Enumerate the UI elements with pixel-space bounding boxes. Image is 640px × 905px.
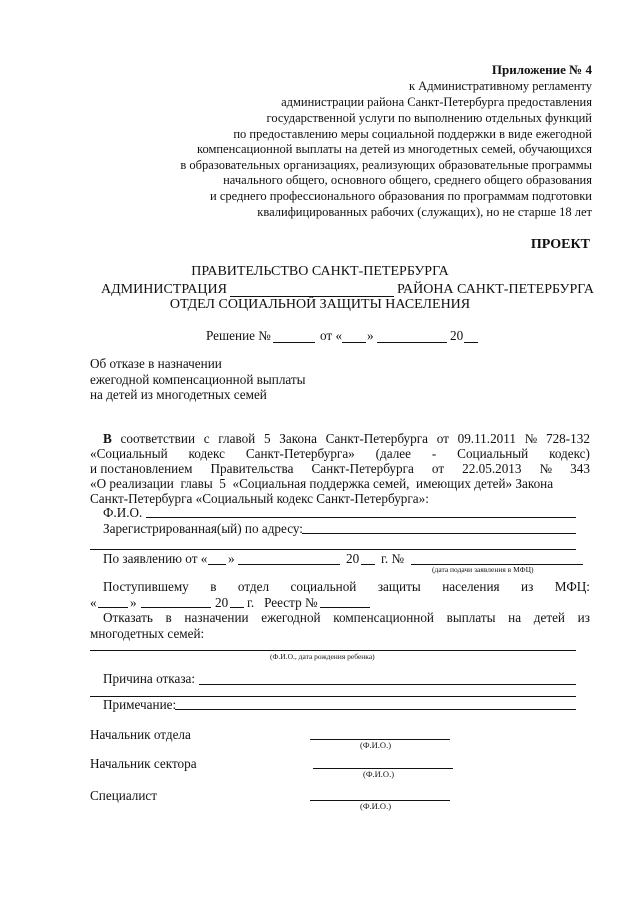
appendix-line: компенсационной выплаты на детей из многодетных семей, обучающихся [197, 142, 592, 156]
signature-role: Начальник отдела [90, 727, 191, 742]
reason-blank[interactable] [199, 684, 576, 685]
appendix-line: к Административному регламенту [408, 79, 592, 93]
decision-month-blank[interactable] [377, 342, 447, 343]
reason-label: Причина отказа: [103, 671, 196, 686]
appendix-line: по предоставлению меры социальной поддержки в виде ежегодной [233, 127, 592, 141]
decision-from: от « [320, 328, 343, 343]
application-date-note: (дата подачи заявления в МФЦ) [432, 565, 534, 574]
department-heading: ОТДЕЛ СОЦИАЛЬНОЙ ЗАЩИТЫ НАСЕЛЕНИЯ [169, 297, 471, 312]
received-day-blank[interactable] [98, 607, 128, 608]
body-line-5: Санкт-Петербурга «Социальный кодекс Санкт-Петербурга»: [90, 491, 429, 506]
application-day-blank[interactable] [208, 564, 226, 565]
child-blank[interactable] [90, 650, 576, 651]
body-line-2: «Социальный кодекс Санкт-Петербурга» (далее - Социальный кодекс) [90, 446, 590, 461]
application-year-blank[interactable] [361, 564, 375, 565]
received-quote-close: » [130, 595, 137, 610]
application-number-label: г. № [381, 551, 405, 566]
government-heading: ПРАВИТЕЛЬСТВО САНКТ-ПЕТЕРБУРГА [191, 264, 449, 279]
appendix-line: квалифицированных рабочих (служащих), но не старше 18 лет [257, 205, 592, 219]
administration-prefix: АДМИНИСТРАЦИЯ [101, 282, 227, 297]
child-note: (Ф.И.О., дата рождения ребенка) [270, 652, 375, 661]
appendix-line: государственной услуги по выполнению отдельных функций [266, 111, 592, 125]
remark-label: Примечание: [103, 697, 177, 712]
decision-day-blank[interactable] [342, 342, 366, 343]
address-label: Зарегистрированная(ый) по адресу: [103, 521, 303, 536]
subject-line: на детей из многодетных семей [90, 387, 267, 402]
body-line-3: и постановлением Правительства Санкт-Петербурга от 22.05.2013 № 343 [90, 461, 590, 476]
application-year: 20 [346, 551, 360, 566]
refuse-line: Отказать в назначении ежегодной компенсационной выплаты на детей из [103, 610, 590, 625]
application-month-blank[interactable] [238, 564, 340, 565]
received-quote-open: « [90, 595, 97, 610]
refuse-line-cont: многодетных семей: [90, 626, 205, 641]
signature-role: Специалист [90, 788, 158, 803]
body-line-4: «О реализации главы 5 «Социальная поддержка семей, имеющих детей» Закона [90, 476, 554, 491]
signature-fio: (Ф.И.О.) [360, 801, 392, 811]
appendix-line: в образовательных организациях, реализующих образовательные программы [180, 158, 592, 172]
decision-year: 20 [450, 328, 464, 343]
address-blank-2[interactable] [90, 549, 576, 550]
address-blank[interactable] [302, 533, 576, 534]
subject-line: Об отказе в назначении [90, 356, 222, 371]
received-line: Поступившему в отдел социальной защиты населения из МФЦ: [103, 579, 590, 594]
signature-role: Начальник сектора [90, 756, 197, 771]
decision-number-blank[interactable] [273, 342, 315, 343]
received-month-blank[interactable] [141, 607, 211, 608]
signature-fio: (Ф.И.О.) [360, 740, 392, 750]
remark-blank[interactable] [175, 709, 576, 710]
received-registry-blank[interactable] [320, 607, 370, 608]
received-registry-label: г. Реестр № [247, 595, 318, 610]
received-year-blank[interactable] [230, 607, 244, 608]
subject-line: ежегодной компенсационной выплаты [90, 372, 306, 387]
body-line-1: В соответствии с главой 5 Закона Санкт-Петербурга от 09.11.2011 № 728-132 [103, 431, 590, 446]
decision-quote-close: » [367, 328, 374, 343]
received-year: 20 [215, 595, 229, 610]
fio-label: Ф.И.О. [103, 505, 143, 520]
decision-label: Решение № [206, 328, 271, 343]
appendix-line: начального общего, основного общего, среднего общего образования [223, 173, 592, 187]
decision-year-blank[interactable] [464, 342, 478, 343]
application-quote-close: » [228, 551, 235, 566]
application-label: По заявлению от « [103, 551, 208, 566]
fio-blank[interactable] [146, 517, 576, 518]
appendix-line: администрации района Санкт-Петербурга предоставления [281, 95, 592, 109]
appendix-line: и среднего профессионального образования по программам подготовки [210, 189, 592, 203]
draft-label: ПРОЕКТ [530, 237, 590, 252]
appendix-title: Приложение № 4 [491, 62, 592, 77]
signature-fio: (Ф.И.О.) [363, 769, 395, 779]
administration-suffix: РАЙОНА САНКТ-ПЕТЕРБУРГА [397, 282, 594, 297]
